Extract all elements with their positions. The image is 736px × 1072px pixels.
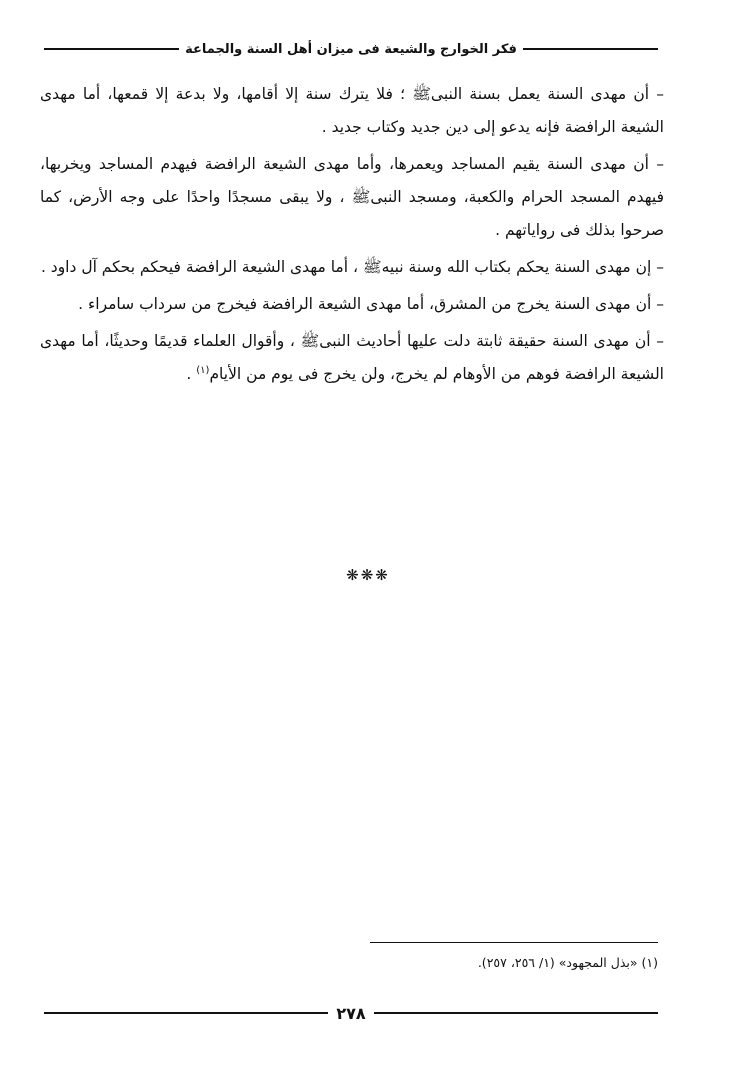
footer-rule-right (374, 1012, 658, 1014)
page-number: ٢٧٨ (336, 1003, 366, 1023)
paragraph-last (40, 325, 664, 391)
main-text (40, 78, 664, 395)
section-separator: ❋❋❋ (346, 566, 390, 584)
footer-rule-left (44, 1012, 328, 1014)
header-rule-left (44, 48, 179, 50)
footnote-rule (370, 942, 658, 943)
page-footer (44, 1002, 658, 1024)
paragraph: – أن مهدى السنة يقيم المساجد ويعمرها، وأما مهدى الشيعة الرافضة فيهدم المساجد ويخربها، فيهدم المسجد الحرام والكعبة، ومسجد النبىﷺ ، ولا يبقى مسجدًا واحدًا على وجه الأرض، كما صرحوا بذلك فى رواياتهم . (40, 155, 664, 239)
footnote-ref[interactable]: (١) (196, 364, 210, 376)
header-rule-right (523, 48, 658, 50)
footnote: (١) «بذل المجهود» (١/ ٢٥٦، ٢٥٧). (477, 955, 658, 970)
paragraph-text: – أن مهدى السنة حقيقة ثابتة دلت عليها أحاديث النبىﷺ ، وأقوال العلماء قديمًا وحديثًا، أما مهدى الشيعة الرافضة فوهم من الأوهام لم يخرج، ولن يخرج فى يوم من الأيام (40, 332, 664, 383)
paragraph: – أن مهدى السنة يعمل بسنة النبىﷺ ؛ فلا يترك سنة إلا أقامها، ولا بدعة إلا قمعها، أما مهدى الشيعة الرافضة فإنه يدعو إلى دين جديد وكتاب جديد . (40, 85, 664, 136)
paragraph-end: . (186, 365, 197, 383)
running-header-title: فكر الخوارج والشيعة فى ميزان أهل السنة والجماعة (185, 41, 517, 57)
paragraph: – أن مهدى السنة يخرج من المشرق، أما مهدى الشيعة الرافضة فيخرج من سرداب سامراء . (78, 295, 664, 313)
running-header (44, 38, 658, 60)
paragraph: – إن مهدى السنة يحكم بكتاب الله وسنة نبيهﷺ ، أما مهدى الشيعة الرافضة فيحكم بحكم آل داود . (40, 258, 664, 276)
